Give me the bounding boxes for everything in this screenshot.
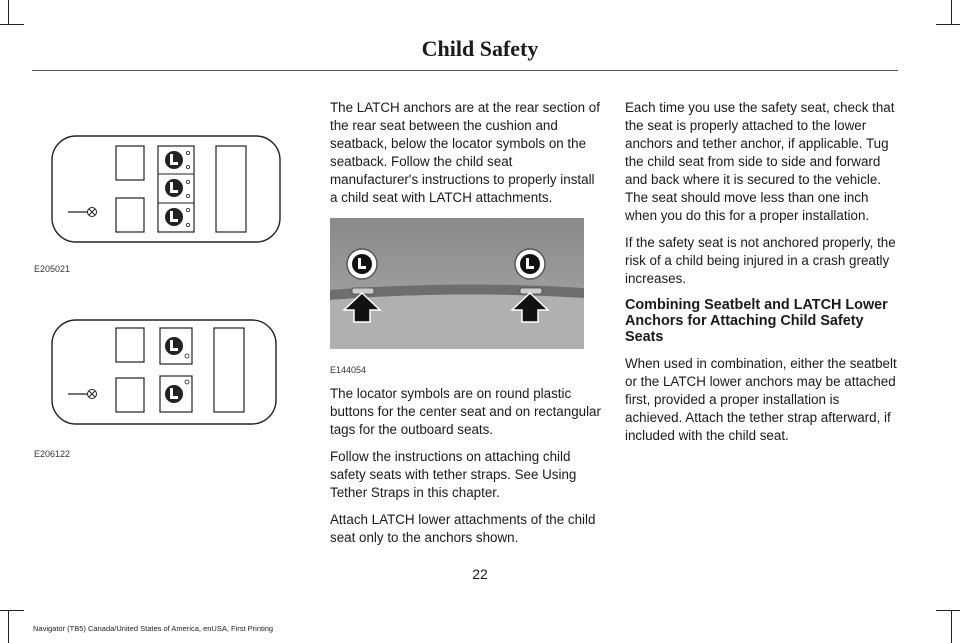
figure-label: E144054 (330, 365, 367, 375)
figure-label: E205021 (34, 264, 71, 274)
crop-mark (951, 610, 952, 643)
right-column (625, 99, 899, 454)
crop-mark (936, 24, 960, 25)
crop-mark (0, 24, 24, 25)
locator-symbol-icon (347, 249, 377, 279)
latch-diagram-two-anchors (50, 318, 278, 426)
crop-mark (8, 610, 9, 643)
latch-anchor-photo (330, 218, 584, 349)
paragraph: When used in combination, either the seatbelt or the LATCH lower anchors may be attached first, provided a proper installation is achieved. Attach the tether strap afterward, if included with the child seat. (625, 356, 897, 443)
paragraph: Each time you use the safety seat, check that the seat is properly attached to the lower anchors and tether anchor, if applicable. Tug the child seat from side to side and forward and back where it is secured to the vehicle. The seat should move less than one inch when you do this for a proper installation. (625, 100, 895, 223)
crop-mark (8, 0, 9, 24)
footer-text: Navigator (TB5) Canada/United States of America, enUSA, First Printing (33, 624, 274, 633)
locator-symbol-icon (515, 249, 545, 279)
crop-mark (951, 0, 952, 24)
section-heading: Combining Seatbelt and LATCH Lower Anchors for Attaching Child Safety Seats (625, 297, 888, 345)
paragraph: Attach LATCH lower attachments of the child seat only to the anchors shown. (330, 512, 596, 545)
latch-diagram-three-anchors (50, 134, 282, 244)
figure-label: E206122 (34, 449, 71, 459)
crop-mark (0, 610, 24, 611)
page-title: Child Safety (421, 36, 539, 61)
paragraph: The locator symbols are on round plastic buttons for the center seat and on rectangular tags for the outboard seats. (330, 386, 601, 437)
crop-mark (936, 610, 960, 611)
paragraph: Follow the instructions on attaching child safety seats with tether straps. See Using Tether Straps in this chapter. (330, 449, 577, 500)
middle-column-lower (330, 385, 602, 556)
paragraph: The LATCH anchors are at the rear section of the rear seat between the cushion and seatback, below the locator symbols on the seatback. Follow the child seat manufacturer's instructions to properly install a child seat with LATCH attachments. (330, 100, 600, 205)
header-rule (32, 70, 898, 71)
paragraph: If the safety seat is not anchored properly, the risk of a child being injured in a crash greatly increases. (625, 235, 896, 286)
page-number: 22 (472, 566, 488, 582)
middle-column (330, 99, 602, 216)
